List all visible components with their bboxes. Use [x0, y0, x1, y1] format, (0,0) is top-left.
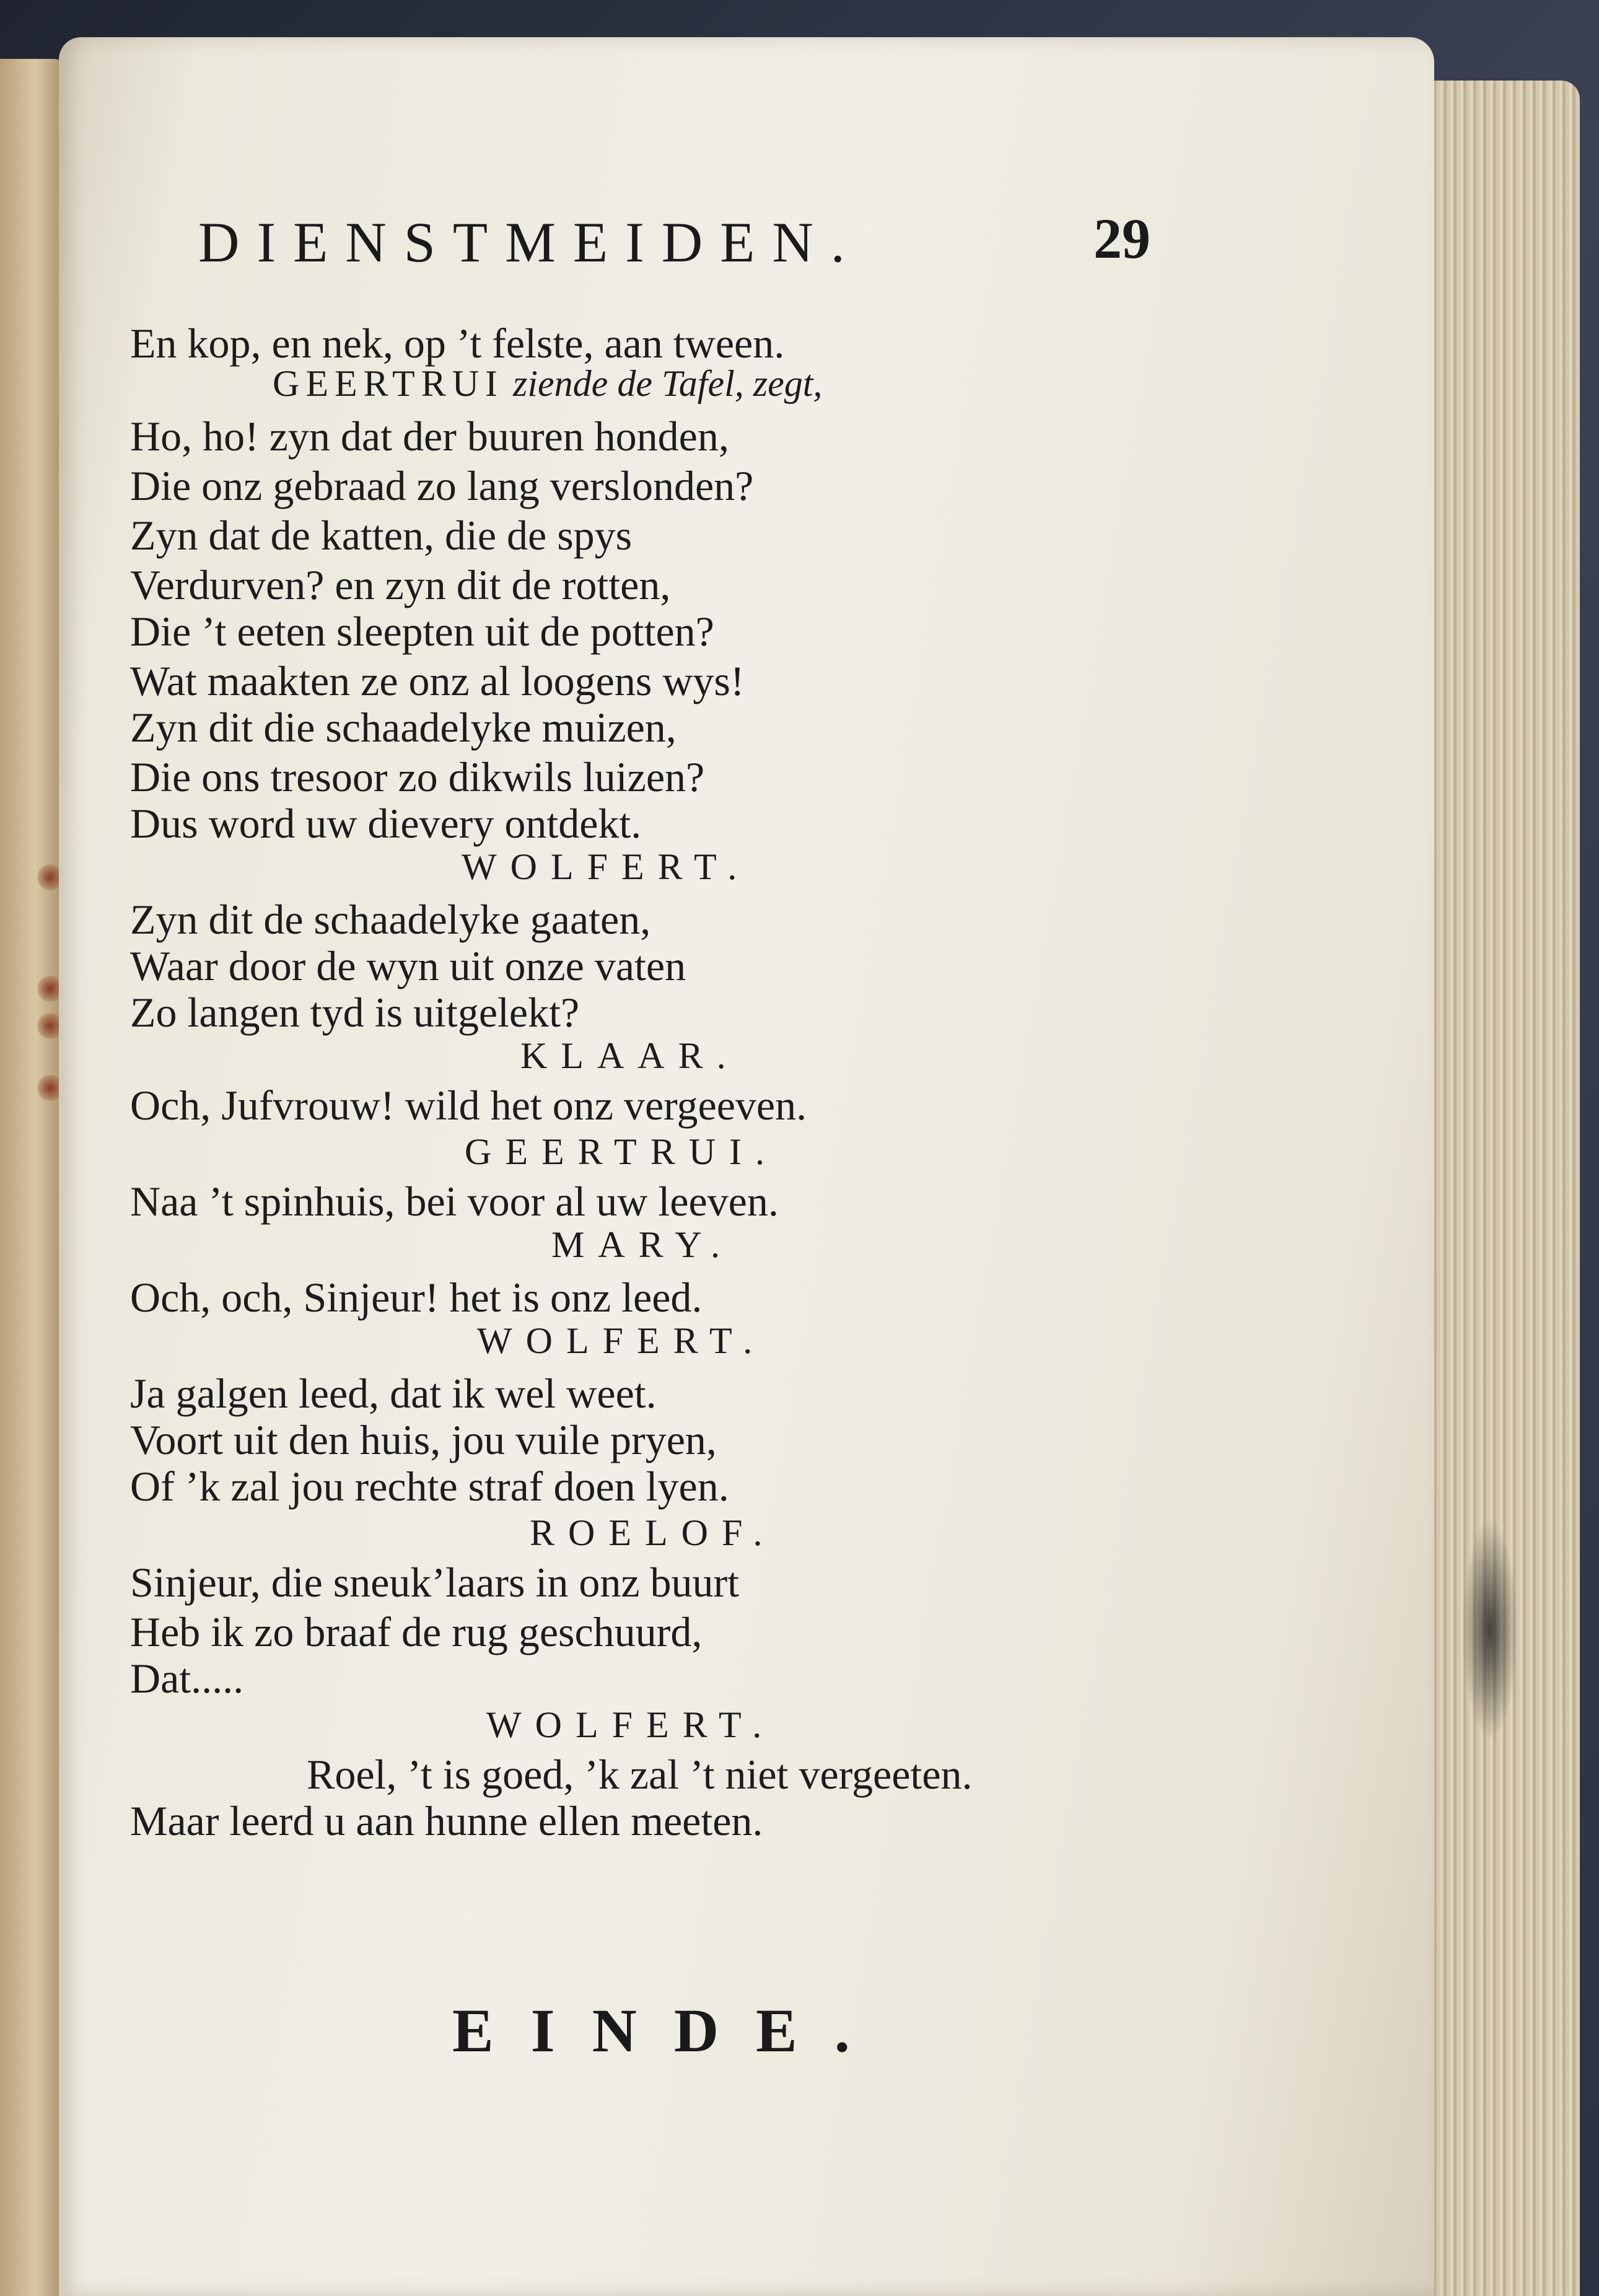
page-block-edges: [1419, 81, 1580, 2296]
speaker-heading: KLAAR.: [520, 1035, 740, 1076]
verse-line: Of ’k zal jou rechte straf doen lyen.: [130, 1463, 729, 1510]
verse-line: Ja galgen leed, dat ik wel weet.: [130, 1370, 657, 1417]
verse-line: Die onz gebraad zo lang verslonden?: [130, 462, 754, 509]
speaker-heading: WOLFERT.: [486, 1704, 776, 1745]
speaker-heading: GEERTRUI.: [465, 1131, 779, 1172]
speaker-heading: WOLFERT.: [462, 846, 751, 887]
verse-line: Voort uit den huis, jou vuile pryen,: [130, 1416, 717, 1463]
stage-direction-text: ziende de Tafel, zegt,: [513, 363, 823, 404]
speaker-heading: ROELOF.: [530, 1512, 776, 1553]
speaker-heading: MARY.: [551, 1224, 734, 1265]
verse-line: Dat.....: [130, 1655, 244, 1702]
verse-line: Zo langen tyd is uitgelekt?: [130, 989, 580, 1036]
verse-line: Dus word uw dievery ontdekt.: [130, 800, 642, 847]
verse-line: Zyn dat de katten, die de spys: [130, 512, 633, 559]
verse-line: En kop, en nek, op ’t felste, aan tween.: [130, 320, 785, 367]
verse-line: Verdurven? en zyn dit de rotten,: [130, 561, 671, 608]
speaker-heading: WOLFERT.: [477, 1320, 766, 1361]
stage-speaker-name: GEERTRUI: [273, 363, 504, 404]
running-title: DIENSTMEIDEN.: [198, 211, 862, 274]
verse-line: Wat maakten ze onz al loogens wys!: [130, 657, 745, 704]
verse-line: Och, och, Sinjeur! het is onz leed.: [130, 1274, 703, 1321]
verse-line: Maar leerd u aan hunne ellen meeten.: [130, 1797, 763, 1844]
facing-page-edge: [0, 59, 65, 2296]
verse-line: Sinjeur, die sneuk’laars in onz buurt: [130, 1559, 740, 1606]
verse-line: Die ’t eeten sleepten uit de potten?: [130, 608, 714, 655]
page-header: [0, 209, 1599, 284]
verse-line: Waar door de wyn uit onze vaten: [130, 942, 686, 989]
ink-smudge: [1462, 1518, 1518, 1741]
ending-word: EINDE.: [452, 1996, 887, 2065]
verse-line: Roel, ’t is goed, ’k zal ’t niet vergeeten.: [307, 1751, 973, 1798]
verse-line: Heb ik zo braaf de rug geschuurd,: [130, 1608, 703, 1655]
verse-line: Zyn dit de schaadelyke gaaten,: [130, 896, 651, 943]
page-number: 29: [1093, 207, 1150, 270]
verse-line: Ho, ho! zyn dat der buuren honden,: [130, 413, 729, 460]
verse-line: Naa ’t spinhuis, bei voor al uw leeven.: [130, 1178, 779, 1225]
verse-line: Och, Jufvrouw! wild het onz vergeeven.: [130, 1082, 807, 1129]
verse-line: Zyn dit die schaadelyke muizen,: [130, 704, 677, 751]
stage-direction: [273, 362, 822, 405]
verse-line: Die ons tresoor zo dikwils luizen?: [130, 753, 705, 800]
